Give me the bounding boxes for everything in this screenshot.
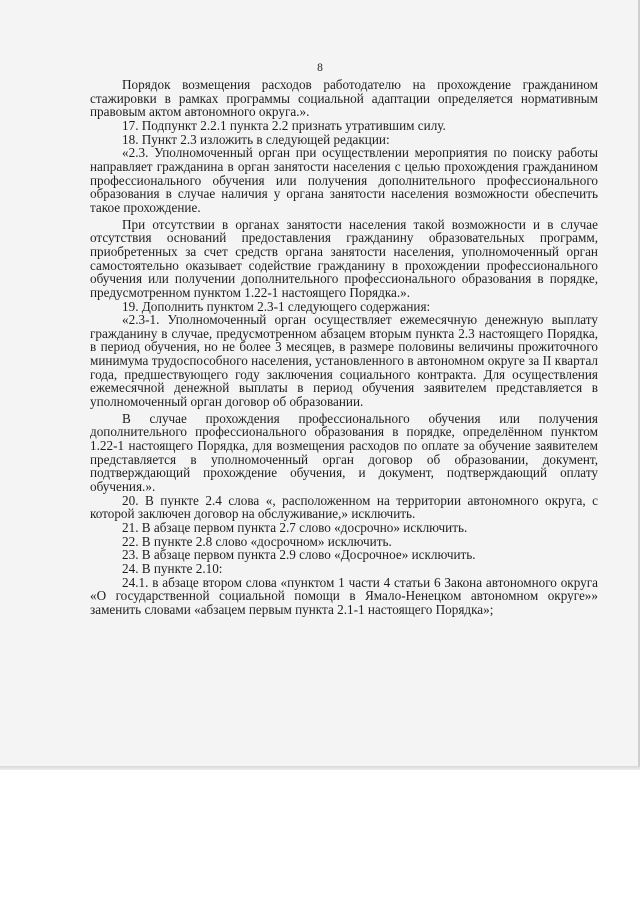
paragraph: «2.3. Уполномоченный орган при осуществлении мероприятия по поиску работы направляет гражданина в орган занятости населения с целью прохождения гражданином профессионального обучения или получения дополнительного профессионального образования в случае наличия у органа занятости населения возможности обеспечить такое прохождение.	[90, 145, 598, 215]
paragraph: 22. В пункте 2.8 слово «досрочном» исключить.	[122, 533, 392, 549]
paragraph: 24.1. в абзаце втором слова «пунктом 1 части 4 статьи 6 Закона автономного округа «О государственной социальной помощи в Ямало-Ненецком автономном округе»» заменить словами «абзацем первым пункта 2.1-1 настоящего Порядка»;	[90, 574, 598, 617]
paragraph: Порядок возмещения расходов работодателю на прохождение гражданином стажировки в рамках программы социальной адаптации определяется нормативным правовым актом автономного округа.».	[90, 77, 598, 120]
paragraph: В случае прохождения профессионального обучения или получения дополнительного профессионального образования в порядке, определённом пунктом 1.22-1 настоящего Порядка, для возмещения расходов по оплате за обучение заявителем представляется в уполномоченный орган договор об образовании, документ, подтверждающий прохождение обучения, и документ, подтверждающий оплату обучения.».	[90, 410, 598, 495]
paragraph: 21. В абзаце первом пункта 2.7 слово «досрочно» исключить.	[122, 520, 468, 535]
paragraph: 17. Подпункт 2.2.1 пункта 2.2 признать утратившим силу.	[122, 117, 446, 133]
paragraph: «2.3-1. Уполномоченный орган осуществляет ежемесячную денежную выплату гражданину в случае, предусмотренном абзацем вторым пункта 2.3 настоящего Порядка, в период обучения, но не более 3 месяцев, в размере половины величины прожиточного минимума трудоспособного населения, установленного в автономном округе за II квартал года, предшествующего году заключения социального контракта. Для осуществления ежемесячной денежной выплаты в период обучения заявителем представляется в уполномоченный орган договор об образовании.	[90, 312, 598, 410]
paragraph: 23. В абзаце первом пункта 2.9 слово «Досрочное» исключить.	[122, 547, 476, 563]
page-bottom-edge	[0, 766, 640, 770]
paragraph: 24. В пункте 2.10:	[122, 560, 223, 576]
document-body	[90, 78, 598, 617]
paragraph: 19. Дополнить пунктом 2.3-1 следующего содержания:	[122, 298, 431, 314]
paragraph: 20. В пункте 2.4 слова «, расположенном на территории автономного округа, с которой заключен договор на обслуживание,» исключить.	[90, 492, 598, 522]
paragraph: При отсутствии в органах занятости населения такой возможности и в случае отсутствия оснований предоставления гражданину образовательных программ, приобретенных за счет средств органа занятости населения, уполномоченный орган самостоятельно оказывает содействие гражданину в прохождении профессионального обучения или получении дополнительного профессионального образования в порядке, предусмотренном пунктом 1.22-1 настоящего Порядка.».	[90, 216, 598, 300]
paragraph: 18. Пункт 2.3 изложить в следующей редакции:	[122, 131, 390, 147]
page-number: 8	[317, 62, 323, 74]
